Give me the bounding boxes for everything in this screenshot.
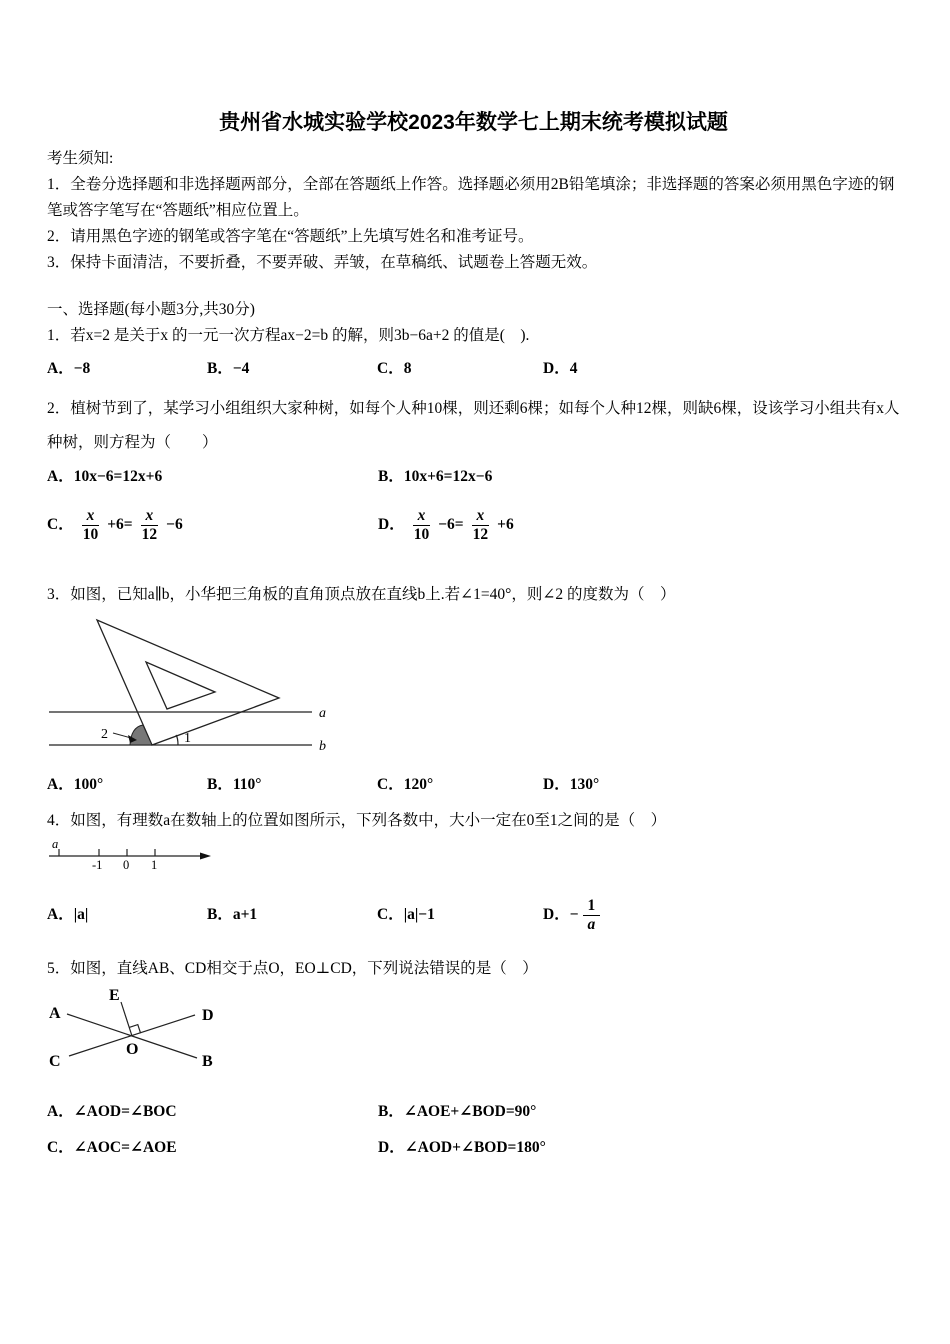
question-4-option-b: B．a+1	[207, 906, 258, 923]
minus-sign: −	[569, 906, 579, 923]
neg1-label: -1	[92, 858, 103, 872]
question-5-options-ab	[47, 1099, 900, 1125]
option-label: D．	[378, 516, 405, 533]
zero-label: 0	[123, 858, 130, 872]
angle-2-shaded-region	[130, 725, 152, 745]
fraction: $\frac{x}{10}$	[413, 506, 430, 543]
question-2-stem: 2．植树节到了，某学习小组组织大家种树，如每个人种10棵，则还剩6棵；如每个人种12棵，则缺6棵，设该学习小组共有x人种树，则方程为（ ）	[47, 400, 900, 451]
notice-heading: 考生须知:	[47, 150, 114, 167]
question-2-option-c	[47, 507, 378, 544]
ray-OE	[121, 1002, 132, 1036]
line-a-label: a	[319, 706, 326, 721]
question-3-option-a: A．100°	[47, 776, 104, 793]
set-square-outer-triangle	[97, 620, 279, 745]
fraction: $\frac{x}{12}$	[472, 506, 489, 543]
option-text: +6=	[107, 516, 133, 533]
point-a-label: a	[52, 838, 59, 851]
option-label: C．	[47, 516, 74, 533]
fraction: $\frac{1}{a}$	[583, 897, 601, 934]
question-2-option-b: B．10x+6=12x−6	[378, 468, 493, 485]
question-5-options-cd	[47, 1135, 900, 1161]
question-3-figure	[47, 616, 900, 756]
question-2-option-d	[378, 507, 900, 544]
option-text: −6	[166, 516, 183, 533]
question-1-option-d: D．4	[543, 360, 578, 377]
fraction: $\frac{x}{12}$	[141, 506, 158, 543]
question-1-stem: 1．若x=2 是关于x 的一元一次方程ax−2=b 的解，则3b−6a+2 的值是( ).	[47, 327, 530, 344]
option-label: D．	[543, 906, 570, 923]
question-5-option-b: B．∠AOE+∠BOD=90°	[378, 1103, 537, 1120]
question-4-stem: 4．如图，有理数a在数轴上的位置如图所示，下列各数中，大小一定在0至1之间的是（ ）	[47, 812, 667, 829]
question-4-options	[47, 892, 900, 938]
point-D-label: D	[202, 1007, 214, 1024]
question-2-options-cd	[47, 502, 900, 548]
question-5-option-d: D．∠AOD+∠BOD=180°	[378, 1139, 546, 1156]
question-3-option-c: C．120°	[377, 776, 434, 793]
point-O-label: O	[126, 1041, 139, 1058]
question-2	[47, 392, 900, 548]
line-b-label: b	[319, 739, 326, 754]
question-2-options-ab	[47, 464, 900, 490]
question-1-option-b: B．−4	[207, 360, 250, 377]
point-E-label: E	[109, 987, 120, 1004]
question-1-option-c: C．8	[377, 360, 412, 377]
question-3-stem: 3．如图，已知a∥b，小华把三角板的直角顶点放在直线b上.若∠1=40°，则∠2 的度数为（ ）	[47, 586, 676, 603]
question-4-option-d	[543, 897, 900, 934]
angle-1-arc	[176, 735, 178, 745]
notice-item-1: 1．全卷分选择题和非选择题两部分，全部在答题纸上作答。选择题必须用2B铅笔填涂；非选择题的答案必须用黑色字迹的钢笔或答字笔写在“答题纸”相应位置上。	[47, 176, 895, 219]
question-5	[47, 956, 900, 1161]
question-5-option-c: C．∠AOC=∠AOE	[47, 1139, 177, 1156]
page-title: 贵州省水城实验学校2023年数学七上期末统考模拟试题	[219, 111, 728, 134]
question-3-option-b: B．110°	[207, 776, 262, 793]
point-A-label: A	[49, 1005, 61, 1022]
angle-2-label: 2	[101, 727, 108, 742]
one-label: 1	[151, 858, 158, 872]
question-3	[47, 582, 900, 798]
question-4	[47, 808, 900, 938]
question-3-option-d: D．130°	[543, 776, 600, 793]
notice-item-2: 2．请用黑色字迹的钢笔或答字笔在“答题纸”上先填写姓名和准考证号。	[47, 228, 534, 245]
question-5-option-a: A．∠AOD=∠BOC	[47, 1103, 177, 1120]
question-1-option-a: A．−8	[47, 360, 91, 377]
fraction: $\frac{x}{10}$	[82, 506, 99, 543]
set-square-inner-triangle	[146, 662, 215, 709]
option-text: −6=	[438, 516, 464, 533]
question-5-stem: 5．如图，直线AB、CD相交于点O，EO⊥CD，下列说法错误的是（ ）	[47, 960, 538, 977]
question-1	[47, 323, 900, 382]
number-line-arrowhead	[200, 853, 211, 860]
question-5-figure	[47, 986, 900, 1081]
question-4-option-a: A．|a|	[47, 906, 89, 923]
question-1-options	[47, 356, 900, 382]
point-B-label: B	[202, 1053, 213, 1070]
question-2-option-a: A．10x−6=12x+6	[47, 468, 163, 485]
section-heading: 一、选择题(每小题3分,共30分)	[47, 301, 255, 318]
point-C-label: C	[49, 1053, 61, 1070]
question-3-options	[47, 772, 900, 798]
question-4-option-c: C．|a|−1	[377, 906, 435, 923]
option-text: +6	[497, 516, 514, 533]
angle-1-label: 1	[184, 731, 191, 746]
notice-item-3: 3．保持卡面清洁，不要折叠，不要弄破、弄皱，在草稿纸、试题卷上答题无效。	[47, 254, 598, 271]
question-4-figure	[47, 838, 900, 872]
